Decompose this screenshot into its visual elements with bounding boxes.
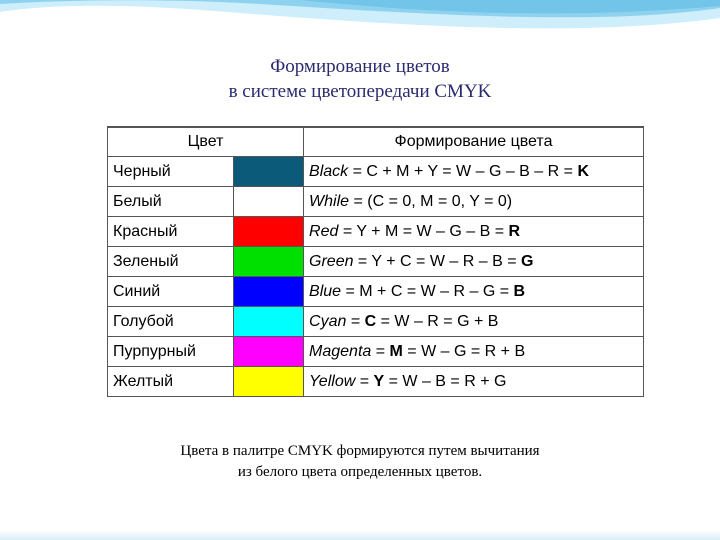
formula-result: C	[364, 312, 377, 330]
formula-label: Cyan	[309, 312, 347, 330]
header-formation: Формирование цвета	[304, 127, 644, 157]
color-formula	[304, 157, 644, 187]
table-row	[108, 217, 644, 247]
table-header-row	[108, 127, 644, 157]
color-formula	[304, 337, 644, 367]
color-formula	[304, 367, 644, 397]
color-swatch	[234, 307, 304, 337]
color-name: Голубой	[108, 307, 234, 337]
table-row	[108, 367, 644, 397]
formula-label: Magenta	[309, 342, 372, 360]
color-swatch	[234, 247, 304, 277]
formula-result: M	[389, 342, 403, 360]
table-row	[108, 187, 644, 217]
formula-tail: = W – B = R + G	[384, 372, 507, 390]
table-row	[108, 157, 644, 187]
color-formula	[304, 187, 644, 217]
color-swatch	[234, 337, 304, 367]
formula-label: Black	[309, 162, 349, 180]
formula-label: Red	[309, 222, 339, 240]
formula-label: Yellow	[309, 372, 356, 390]
color-formula	[304, 307, 644, 337]
color-swatch	[234, 367, 304, 397]
formula-expression: =	[355, 372, 374, 390]
color-formula	[304, 217, 644, 247]
table-row	[108, 307, 644, 337]
table-row	[108, 337, 644, 367]
formula-tail: = W – G = R + B	[402, 342, 526, 360]
formula-expression: = Y + C = W – R – B =	[353, 252, 521, 270]
formula-result: K	[577, 162, 589, 180]
decorative-top-wave	[0, 0, 720, 60]
color-name: Черный	[108, 157, 234, 187]
formula-expression: = (C = 0, M = 0, Y = 0)	[349, 192, 513, 210]
formula-expression: =	[371, 342, 390, 360]
color-swatch	[234, 217, 304, 247]
color-name: Синий	[108, 277, 234, 307]
formula-label: Green	[309, 252, 354, 270]
table-row	[108, 247, 644, 277]
color-name: Пурпурный	[108, 337, 234, 367]
header-color: Цвет	[108, 127, 304, 157]
formula-expression: =	[346, 312, 365, 330]
color-formula	[304, 247, 644, 277]
color-formula	[304, 277, 644, 307]
color-name: Белый	[108, 187, 234, 217]
color-name: Желтый	[108, 367, 234, 397]
decorative-bottom-bar	[0, 530, 720, 540]
slide-title-line2: в системе цветопередачи CMYK	[228, 81, 492, 102]
color-swatch	[234, 187, 304, 217]
formula-result: Y	[373, 372, 385, 390]
slide-title-line1: Формирование цветов	[270, 56, 450, 77]
color-swatch	[234, 277, 304, 307]
formula-label: While	[309, 192, 350, 210]
color-name: Красный	[108, 217, 234, 247]
color-name: Зеленый	[108, 247, 234, 277]
formula-expression: = Y + M = W – G – B =	[338, 222, 509, 240]
cmyk-color-table	[107, 126, 644, 397]
footer-note-line1: Цвета в палитре CMYK формируются путем вычитания	[180, 443, 540, 459]
table-row	[108, 277, 644, 307]
formula-expression: = M + C = W – R – G =	[341, 282, 514, 300]
formula-result: B	[513, 282, 526, 300]
formula-expression: = C + M + Y = W – G – B – R =	[348, 162, 578, 180]
formula-result: R	[508, 222, 521, 240]
formula-result: G	[520, 252, 534, 270]
color-swatch	[234, 157, 304, 187]
footer-note-line2: из белого цвета определенных цветов.	[237, 464, 483, 480]
formula-label: Blue	[309, 282, 342, 300]
formula-tail: = W – R = G + B	[376, 312, 499, 330]
